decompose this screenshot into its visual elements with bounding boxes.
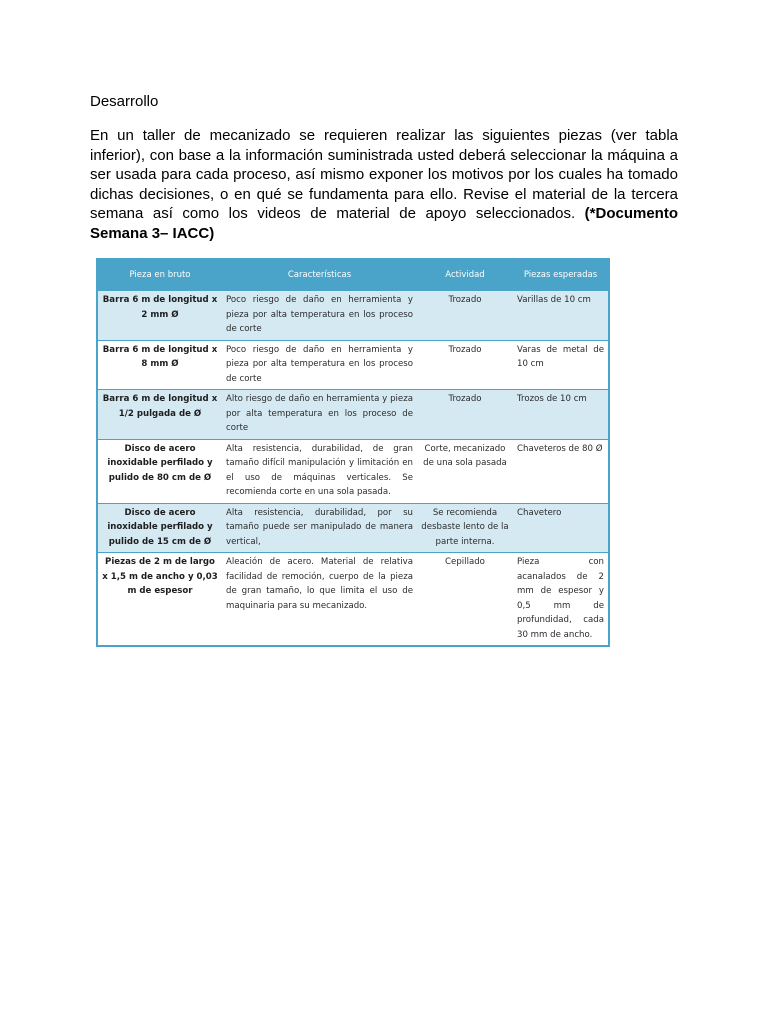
cell-piezas-esperadas: Varillas de 10 cm	[513, 291, 609, 341]
cell-pieza: Barra 6 m de longitud x 1/2 pulgada de Ø	[97, 390, 222, 440]
cell-piezas-esperadas: Trozos de 10 cm	[513, 390, 609, 440]
cell-actividad: Cepillado	[417, 553, 513, 647]
cell-piezas-esperadas: Chaveteros de 80 Ø	[513, 439, 609, 503]
table-row	[97, 291, 609, 341]
cell-actividad: Trozado	[417, 340, 513, 390]
header-actividad: Actividad	[417, 259, 513, 291]
cell-caracteristicas: Alta resistencia, durabilidad, por su tamaño puede ser manipulado de manera vertical,	[222, 503, 417, 553]
cell-actividad: Corte, mecanizado de una sola pasada	[417, 439, 513, 503]
cell-caracteristicas: Alto riesgo de daño en herramienta y pieza por alta temperatura en los proceso de corte	[222, 390, 417, 440]
cell-piezas-esperadas: Chavetero	[513, 503, 609, 553]
cell-piezas-esperadas: Pieza con acanalados de 2 mm de espesor y 0,5 mm de profundidad, cada 30 mm de ancho.	[513, 553, 609, 647]
instructions-paragraph	[90, 126, 678, 243]
header-piezas-esperadas: Piezas esperadas	[513, 259, 609, 291]
cell-actividad: Se recomienda desbaste lento de la parte interna.	[417, 503, 513, 553]
cell-caracteristicas: Alta resistencia, durabilidad, de gran tamaño difícil manipulación y limitación en el uso de máquinas verticales. Se recomienda corte en una sola pasada.	[222, 439, 417, 503]
header-pieza-en-bruto: Pieza en bruto	[97, 259, 222, 291]
cell-pieza: Barra 6 m de longitud x 8 mm Ø	[97, 340, 222, 390]
cell-pieza: Piezas de 2 m de largo x 1,5 m de ancho y 0,03 m de espesor	[97, 553, 222, 647]
section-heading: Desarrollo	[90, 93, 159, 110]
pieces-table	[96, 258, 610, 647]
pieces-table-container	[96, 258, 608, 647]
table-row	[97, 553, 609, 647]
cell-piezas-esperadas: Varas de metal de 10 cm	[513, 340, 609, 390]
cell-actividad: Trozado	[417, 390, 513, 440]
table-row	[97, 390, 609, 440]
cell-actividad: Trozado	[417, 291, 513, 341]
cell-pieza: Disco de acero inoxidable perfilado y pulido de 15 cm de Ø	[97, 503, 222, 553]
instructions-text: En un taller de mecanizado se requieren realizar las siguientes piezas (ver tabla inferior), con base a la información suministrada usted deberá seleccionar la máquina a ser usada para cada proceso, así mismo exponer los motivos por los cuales ha tomado dichas decisiones, o en qué se fundamenta para ello. Revise el material de la tercera semana así como los videos de material de apoyo seleccionados.	[90, 127, 678, 222]
cell-caracteristicas: Poco riesgo de daño en herramienta y pieza por alta temperatura en los proceso de corte	[222, 291, 417, 341]
cell-pieza: Disco de acero inoxidable perfilado y pulido de 80 cm de Ø	[97, 439, 222, 503]
table-row	[97, 503, 609, 553]
table-row	[97, 439, 609, 503]
table-row	[97, 340, 609, 390]
table-header-row	[97, 259, 609, 291]
cell-caracteristicas: Aleación de acero. Material de relativa facilidad de remoción, cuerpo de la pieza de gran tamaño, lo que limita el uso de maquinaria para su mecanizado.	[222, 553, 417, 647]
cell-pieza: Barra 6 m de longitud x 2 mm Ø	[97, 291, 222, 341]
header-caracteristicas: Características	[222, 259, 417, 291]
reference-note: (*Documento Semana 3– IACC)	[90, 205, 678, 242]
cell-caracteristicas: Poco riesgo de daño en herramienta y pieza por alta temperatura en los proceso de corte	[222, 340, 417, 390]
